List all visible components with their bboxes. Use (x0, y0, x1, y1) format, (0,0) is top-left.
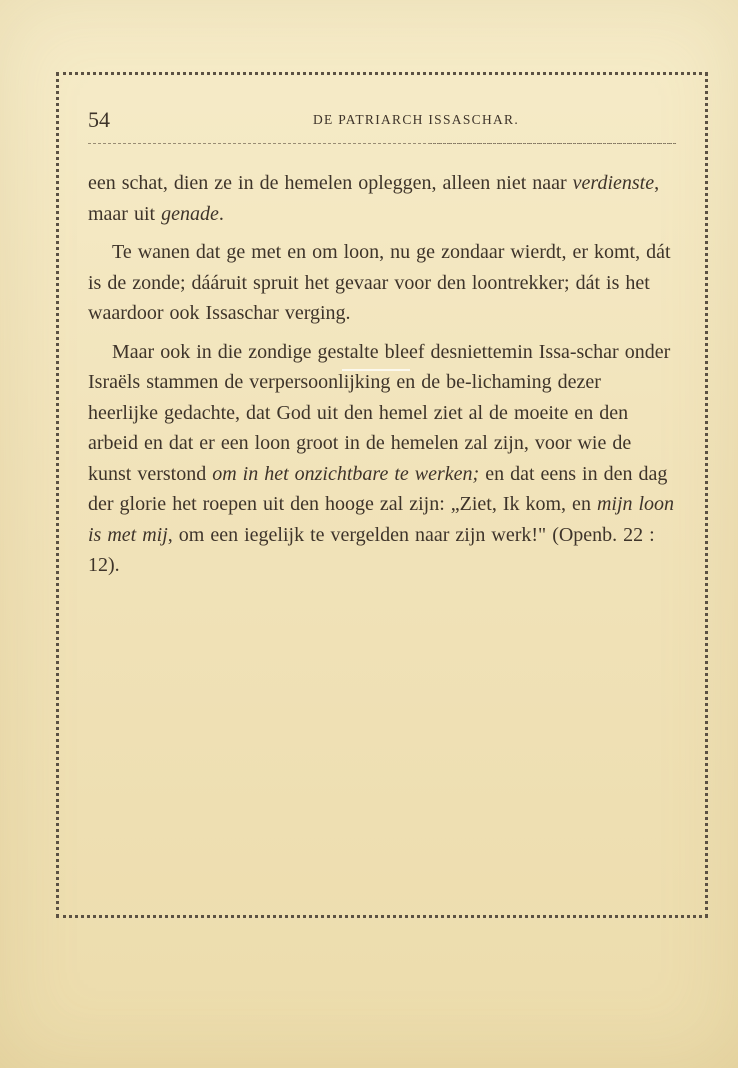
text-segment: . (218, 202, 224, 225)
text-segment: om in het onzichtbare te werken; (212, 462, 480, 485)
paragraph-1 (88, 168, 676, 229)
paragraph-2 (88, 237, 676, 329)
decorative-divider (342, 369, 410, 371)
running-title: DE PATRIARCH ISSASCHAR. (312, 112, 520, 127)
paragraph-3 (88, 337, 676, 581)
header-rule (88, 143, 676, 154)
text-segment: Te wanen dat ge met en om loon, nu ge zondaar wierdt, er komt, dát is de zonde; dááruit spruit het gevaar voor den loontrekker; dát is het waardoor ook Issaschar verging. (88, 241, 671, 324)
text-segment: genade (161, 202, 219, 225)
text-segment: een schat, dien ze in de hemelen opleggen, alleen niet naar (88, 172, 573, 194)
text-segment: , om een iegelijk te vergelden naar zijn werk!" (Openb. 22 : 12). (88, 523, 655, 576)
body-text (88, 168, 676, 581)
text-segment: Maar ook in die zondige gestalte bleef desniettemin Issa-schar onder Israëls stammen de verpersoonlijking en de be-lichaming dezer heerlijke gedachte, dat God uit den hemel ziet al de moeite en den arbeid en dat er een loon groot in de hemelen zal zijn, voor wie de kunst verstond (88, 340, 671, 485)
text-segment: verdienste (572, 172, 655, 194)
page-number: 54 (88, 107, 110, 132)
text-segment: mijn loon is met mij (88, 493, 675, 546)
text-segment: , maar uit (88, 172, 660, 225)
text-segment: en dat eens in den dag der glorie het roepen uit den hooge zal zijn: „Ziet, Ik kom, en (88, 462, 668, 515)
running-head (88, 106, 676, 136)
page-content (88, 106, 676, 581)
